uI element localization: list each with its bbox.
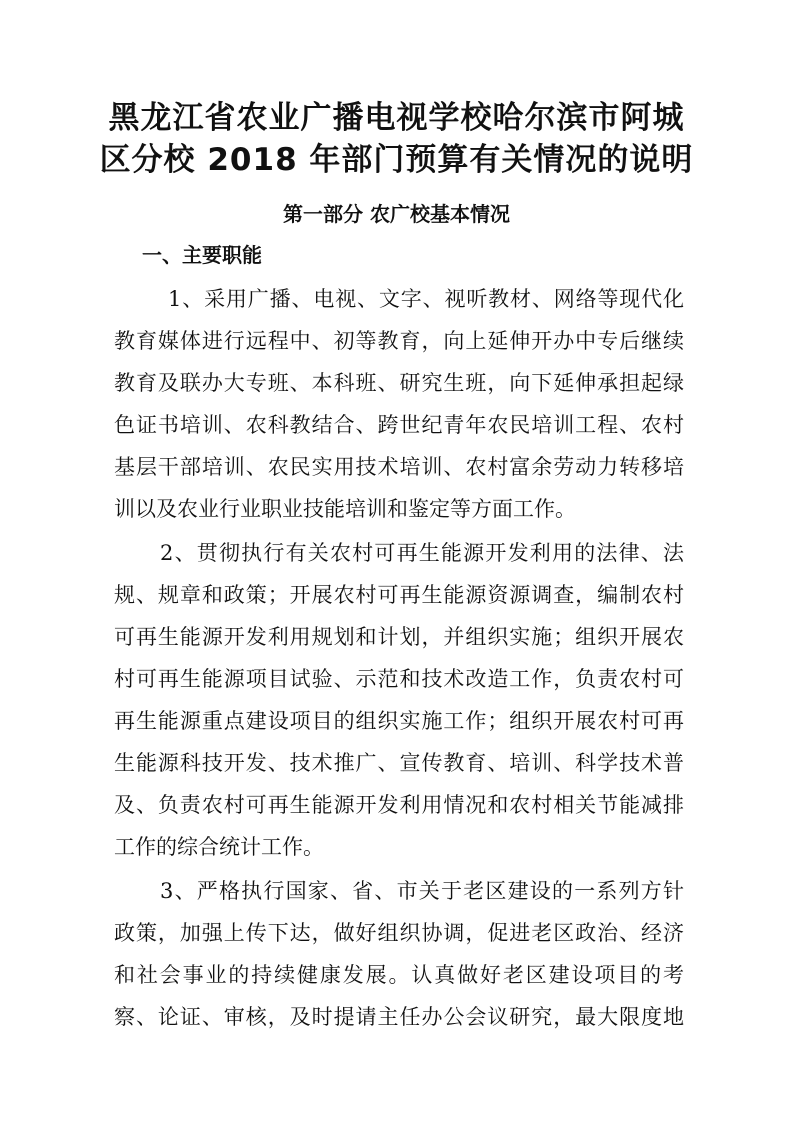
document-title-line-2: 区分校 2018 年部门预算有关情况的说明 [99, 142, 694, 178]
paragraph-1-line-2: 教育媒体进行远程中、初等教育，向上延伸开办中专后继续 [114, 329, 684, 353]
paragraph-3-line-2: 政策，加强上传下达，做好组织协调，促进老区政治、经济 [114, 921, 684, 945]
paragraph-1-line-5: 基层干部培训、农民实用技术培训、农村富余劳动力转移培 [114, 455, 684, 479]
paragraph-2-line-3: 可再生能源开发利用规划和计划，并组织实施；组织开展农 [114, 625, 684, 649]
paragraph-2-line-7: 及、负责农村可再生能源开发利用情况和农村相关节能减排 [114, 793, 684, 817]
paragraph-2-line-6: 生能源科技开发、技术推广、宣传教育、培训、科学技术普 [114, 751, 684, 775]
paragraph-2-line-4: 村可再生能源项目试验、示范和技术改造工作，负责农村可 [114, 667, 684, 691]
document-title-line-1: 黑龙江省农业广播电视学校哈尔滨市阿城 [108, 100, 685, 136]
paragraph-3-line-3: 和社会事业的持续健康发展。认真做好老区建设项目的考 [114, 963, 684, 987]
part-title: 第一部分 农广校基本情况 [283, 202, 510, 226]
paragraph-3-line-1: 3、严格执行国家、省、市关于老区建设的一系列方针 [160, 879, 684, 903]
paragraph-1-line-4: 色证书培训、农科教结合、跨世纪青年农民培训工程、农村 [114, 413, 684, 437]
paragraph-2-line-2: 规、规章和政策；开展农村可再生能源资源调查，编制农村 [114, 583, 684, 607]
paragraph-2-line-8: 工作的综合统计工作。 [114, 835, 324, 859]
paragraph-2-line-5: 再生能源重点建设项目的组织实施工作；组织开展农村可再 [114, 709, 684, 733]
paragraph-1-line-3: 教育及联办大专班、本科班、研究生班，向下延伸承担起绿 [114, 371, 684, 395]
paragraph-1-line-6: 训以及农业行业职业技能培训和鉴定等方面工作。 [114, 497, 576, 521]
paragraph-2-line-1: 2、贯彻执行有关农村可再生能源开发利用的法律、法 [160, 541, 684, 565]
paragraph-1-line-1: 1、采用广播、电视、文字、视听教材、网络等现代化 [168, 287, 684, 311]
section-heading: 一、主要职能 [142, 243, 262, 267]
paragraph-3-line-4: 察、论证、审核，及时提请主任办公会议研究，最大限度地 [114, 1005, 684, 1029]
